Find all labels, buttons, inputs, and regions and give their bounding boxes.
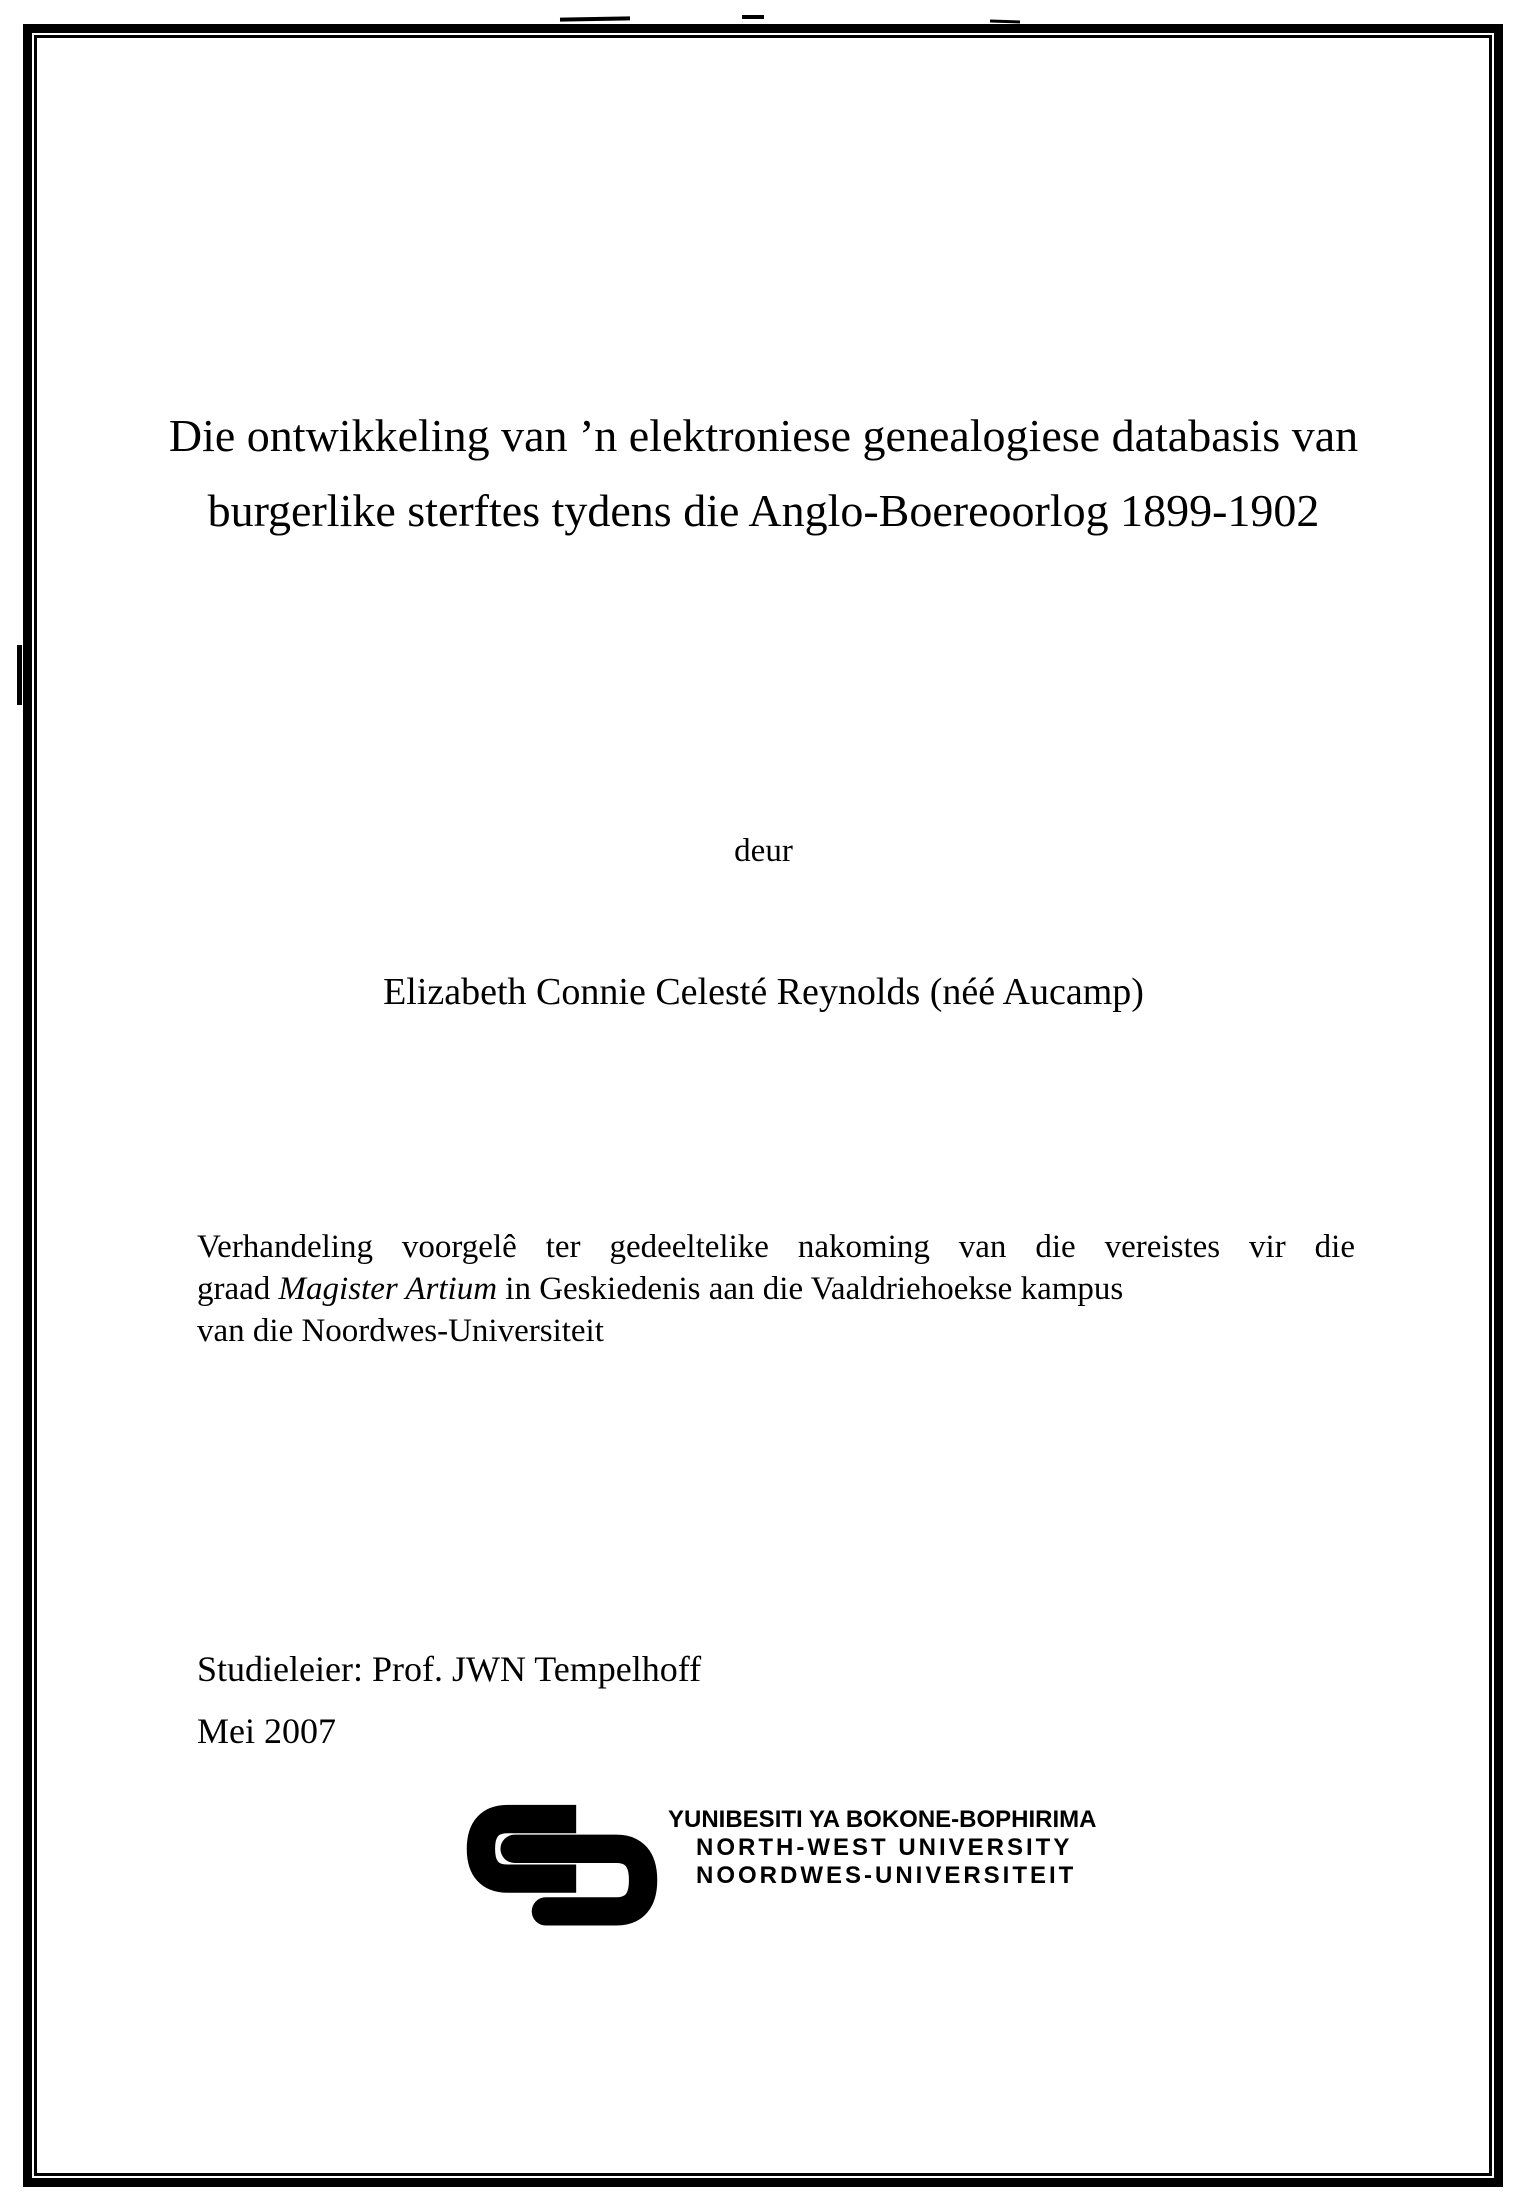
thesis-title <box>110 398 1417 548</box>
author-name: Elizabeth Connie Celesté Reynolds (néé Aucamp) <box>383 971 1144 1013</box>
degree-statement-line3: van die Noordwes-Universiteit <box>197 1313 604 1349</box>
nwu-interlocking-links-icon <box>466 1800 658 1927</box>
logo-text-setswana: YUNIBESITI YA BOKONE-BOPHIRIMA <box>668 1806 1097 1833</box>
byline-deur: deur <box>734 833 793 869</box>
scan-artifact <box>990 19 1020 23</box>
scan-artifact <box>742 15 764 19</box>
supervisor-block <box>197 1650 701 1750</box>
scan-artifact <box>560 16 630 21</box>
university-logo <box>466 1800 1097 1927</box>
logo-text-afrikaans: NOORDWES-UNIVERSITEIT <box>696 1862 1077 1889</box>
degree-statement-line2 <box>197 1268 1355 1310</box>
thesis-title-line2: burgerlike sterftes tydens die Anglo-Boereoorlog 1899-1902 <box>207 485 1320 536</box>
scan-artifact <box>17 645 22 705</box>
supervisor-line: Studieleier: Prof. JWN Tempelhoff <box>197 1649 702 1689</box>
degree-statement <box>197 1226 1355 1352</box>
university-logo-text <box>668 1800 1097 1890</box>
statement-line2-pre: graad <box>197 1271 279 1307</box>
logo-text-english: NORTH-WEST UNIVERSITY <box>696 1834 1073 1861</box>
thesis-title-line1: Die ontwikkeling van ’n elektroniese genealogiese databasis van <box>168 410 1359 461</box>
degree-statement-line1: Verhandeling voorgelê ter gedeeltelike nakoming van die vereistes vir die <box>197 1229 1355 1265</box>
date-line: Mei 2007 <box>197 1711 336 1751</box>
statement-line2-post: in Geskiedenis aan die Vaaldriehoekse kampus <box>497 1271 1124 1307</box>
degree-name-italic: Magister Artium <box>278 1271 498 1307</box>
